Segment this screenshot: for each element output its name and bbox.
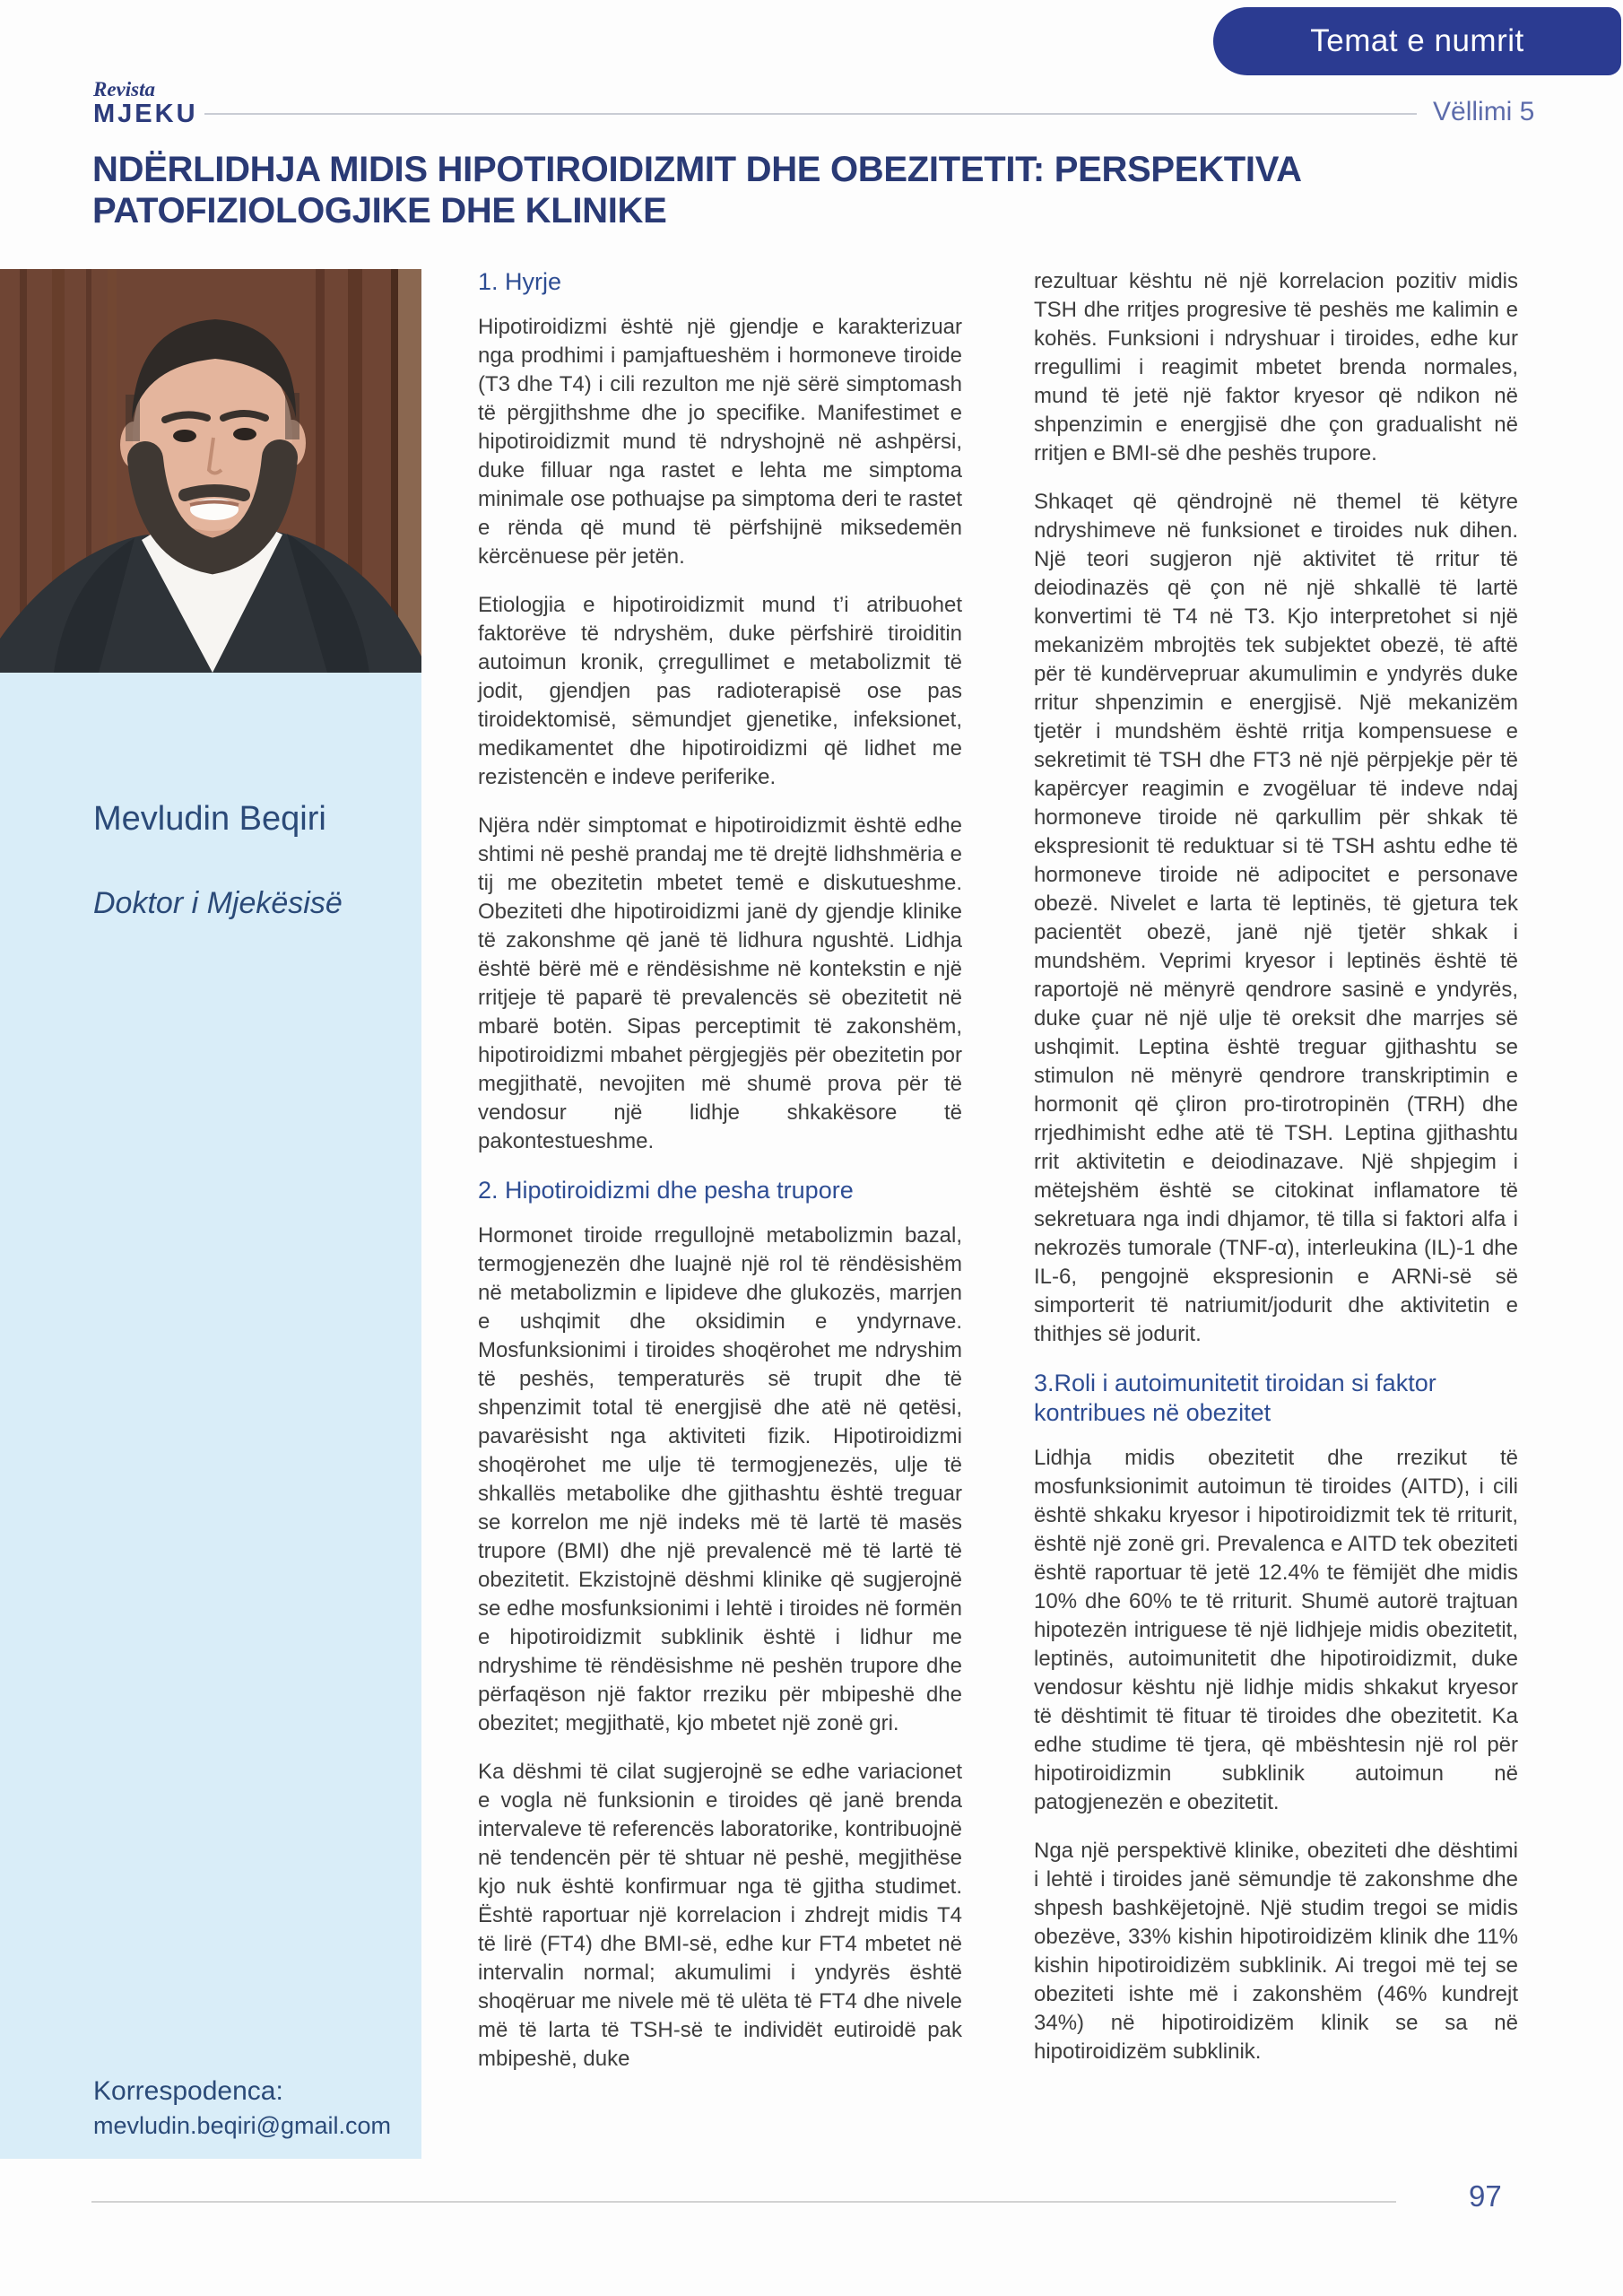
issue-topic-label: Temat e numrit [1310, 23, 1524, 58]
paragraph: Hipotiroidizmi është një gjendje e karakterizuar nga prodhimi i pamjaftueshëm i hormoneve tiroide (T3 dhe T4) i cili rezulton me një sërë simptomash të përgjithshme dhe jo specifike. Manifestimet e hipotiroidizmit mund të ndryshojnë në ashpërsi, duke filluar nga rastet e lehta me simptoma minimale ose pothuajse pa simptoma deri te rastet e rënda që mund të përfshijnë miksedemën kërcënuese për jetën. [478, 315, 962, 569]
article-title-line1: NDËRLIDHJA MIDIS HIPOTIROIDIZMIT DHE OBEZITETIT: PERSPEKTIVA [92, 150, 1302, 189]
eye-right [233, 428, 256, 440]
paragraph: rezultuar kështu në një korrelacion pozitiv midis TSH dhe rritjes progresive të peshës me kalimin e kohës. Funksioni i ndryshuar i tiroides, edhe kur rregullimi i reagimit mbetet brenda normales, mund të jetë një faktor kryesor që ndikon në shpenzimin e energjisë dhe çon gradualisht në rritjen e BMI-së dhe peshës trupore. [1034, 269, 1518, 465]
volume-label: Vëllimi 5 [1433, 97, 1535, 126]
eye-left [173, 430, 196, 442]
paragraph: Etiologjia e hipotiroidizmit mund t’i atribuohet faktorëve të ndryshëm, duke përfshirë tiroiditin autoimun kronik, çrregullimet e metabolizmit të jodit, gjendjen pas radioterapisë ose pas tiroidektomisë, sëmundjet gjenetike, infeksionet, medikamentet dhe hipotiroidizmi që lidhet me rezistencën e indeve periferike. [478, 593, 962, 789]
author-panel [0, 673, 421, 2159]
author-photo [0, 269, 421, 673]
text-column-1 [478, 267, 962, 2093]
footer-divider-line [91, 2201, 1396, 2203]
author-portrait-illustration [0, 269, 421, 673]
correspondence-email: mevludin.beqiri@gmail.com [93, 2112, 392, 2139]
journal-logo-revista: Revista [93, 78, 155, 100]
article-title-line2: PATOFIZIOLOGJIKE DHE KLINIKE [92, 191, 667, 230]
text-column-2 [1034, 267, 1518, 2086]
hair-fade-right [285, 393, 299, 439]
paragraph: Hormonet tiroide rregullojnë metabolizmin bazal, termogjenezën dhe luajnë një rol të rëndësishëm në metabolizmin e lipideve dhe glukozës, marrjen e ushqimit dhe oksidimin e yndyrnave. Mosfunksionimi i tiroides shoqërohet me ndryshim të peshës, temperaturës së trupit dhe të shpenzimit total të energjisë dhe atë në qetësi, pavarësisht nga aktiviteti fizik. Hipotiroidizmi shoqërohet me ulje të termogjenezës, ulje të shkallës metabolike dhe gjithashtu është treguar se korrelon me një indeks më të lartë të masës trupore (BMI) dhe një prevalencë më të lartë të obezitetit. Ekzistojnë dëshmi klinike që sugjerojnë se edhe mosfunksionimi i lehtë i tiroides në formën e hipotiroidizmit subklinik është i lidhur me ndryshime të rëndësishme në peshën trupore dhe përfaqëson një faktor rreziku për mbipeshë dhe obezitet; megjithatë, kjo mbetet një zonë gri. [478, 1223, 962, 1735]
journal-logo [93, 79, 198, 127]
section-heading-3: 3.Roli i autoimunitetit tiroidan si faktor kontribues në obezitet [1034, 1370, 1436, 1426]
section-heading-1: 1. Hyrje [478, 268, 562, 295]
section-heading-2: 2. Hipotiroidizmi dhe pesha trupore [478, 1177, 854, 1204]
paragraph: Shkaqet që qëndrojnë në themel të këtyre ndryshimeve në funksionet e tiroides nuk dihen. Një teori sugjeron një aktivitet të rritur të deiodinazës që çon në një shkallë të lartë konvertimi të T4 në T3. Kjo interpretohet si një mekanizëm mbrojtës tek subjektet obezë, të aftë për të kundërvepruar akumulimin e yndyrës duke rritur shpenzimin e energjisë. Një mekanizëm tjetër i mundshëm është rritja kompensuese e sekretimit të TSH dhe FT3 në një përpjekje për të kapërcyer reagimin e zvogëluar të indeve ndaj hormoneve tiroide në qarkullim për shkak të ekspresionit të reduktuar si të TSH ashtu edhe të hormoneve tiroide në adipocitet e personave obezë. Nivelet e larta të leptinës, të gjetura tek pacientët obezë, janë një tjetër shkak i mundshëm. Veprimi kryesor i leptinës është të raportojë në mënyrë qendrore sasinë e yndyrës, duke çuar në një ulje të oreksit dhe marrjes së ushqimit. Leptina është treguar gjithashtu se stimulon në mënyrë qendrore transkriptimin e hormonit që çliron pro-tirotropinën (TRH) dhe rrjedhimisht edhe atë të TSH. Leptina gjithashtu rrit aktivitetin e deiodinazave. Një shpjegim i mëtejshëm është se citokinat inflamatore të sekretuara nga indi dhjamor, të tilla si faktori alfa i nekrozës tumorale (TNF-α), interleukina (IL)-1 dhe IL-6, pengojnë ekspresionin e ARNi-së së simporterit të natriumit/jodurit dhe aktivitetin e thithjes së jodurit. [1034, 490, 1518, 1346]
journal-logo-mjeku: MJEKU [93, 100, 198, 128]
paragraph: Ka dëshmi të cilat sugjerojnë se edhe variacionet e vogla në funksionin e tiroides që janë brenda intervaleve të referencës laboratorike, kontribuojnë në tendencën për të shtuar në peshë, megjithëse kjo nuk është konfirmuar nga të gjitha studimet. Është raportuar një korrelacion i zhdrejt midis T4 të lirë (FT4) dhe BMI-së, edhe kur FT4 mbetet në intervalin normal; akumulimi i yndyrës është shoqëruar me nivele më të ulëta të FT4 dhe nivele më të larta të TSH-së te individët eutiroidë pak mbipeshë, duke [478, 1760, 962, 2071]
paragraph: Njëra ndër simptomat e hipotiroidizmit është edhe shtimi në peshë prandaj me të drejtë lidhshmëria e tij me obezitetin mbetet temë e diskutueshme. Obeziteti dhe hipotiroidizmi janë dy gjendje klinike të zakonshme që janë të lidhura ngushtë. Lidhja është bërë më e rëndësishme në kontekstin e një rritjeje të paparë të prevalencës së obezitetit në mbarë botën. Sipas perceptimit të zakonshëm, hipotiroidizmi mbahet përgjegjës për obezitetin por megjithatë, nevojiten më shumë prova për të vendosur një lidhje shkakësore të pakontestueshme. [478, 813, 962, 1153]
header-divider-line [204, 113, 1417, 115]
correspondence-label: Korrespodenca: [93, 2076, 283, 2106]
author-degree: Doktor i Mjekësisë [93, 886, 343, 920]
paragraph: Nga një perspektivë klinike, obeziteti dhe dështimi i lehtë i tiroides janë sëmundje të zakonshme dhe shpesh bashkëjetojnë. Një studim tregoi se midis obezëve, 33% kishin hipotiroidizëm klinik dhe 11% kishin hipotiroidizëm subklinik. Ai tregoi më tej se obeziteti ishte më i zakonshëm (46% kundrejt 34%) në hipotiroidizëm klinik se sa në hipotiroidizëm subklinik. [1034, 1839, 1518, 2064]
hair-fade-left [126, 395, 140, 441]
page-number: 97 [1469, 2179, 1502, 2213]
mustache [185, 491, 244, 495]
article-title [92, 149, 1491, 231]
issue-topic-badge [1213, 7, 1621, 75]
author-name: Mevludin Beqiri [93, 800, 326, 838]
paragraph: Lidhja midis obezitetit dhe rrezikut të mosfunksionimit autoimun të tiroides (AITD), i cili është shkaku kryesor i hipotiroidizmit tek të rriturit, është një zonë gri. Prevalenca e AITD tek obeziteti është raportuar të jetë 12.4% te fëmijët dhe midis 10% dhe 60% te të rriturit. Shumë autorë trajtuan hipotezën intriguese të një lidhjeje midis obezitetit, leptinës, autoimunitetit dhe hipotiroidizmit, duke vendosur kështu një lidhje midis shkakut kryesor të dështimit të fituar të tiroides dhe obezitetit. Ka edhe studime të tjera, që mbështesin një rol për hipotiroidizmin subklinik autoimun në patogjenezën e obezitetit. [1034, 1446, 1518, 1814]
correspondence-block [93, 2076, 391, 2140]
